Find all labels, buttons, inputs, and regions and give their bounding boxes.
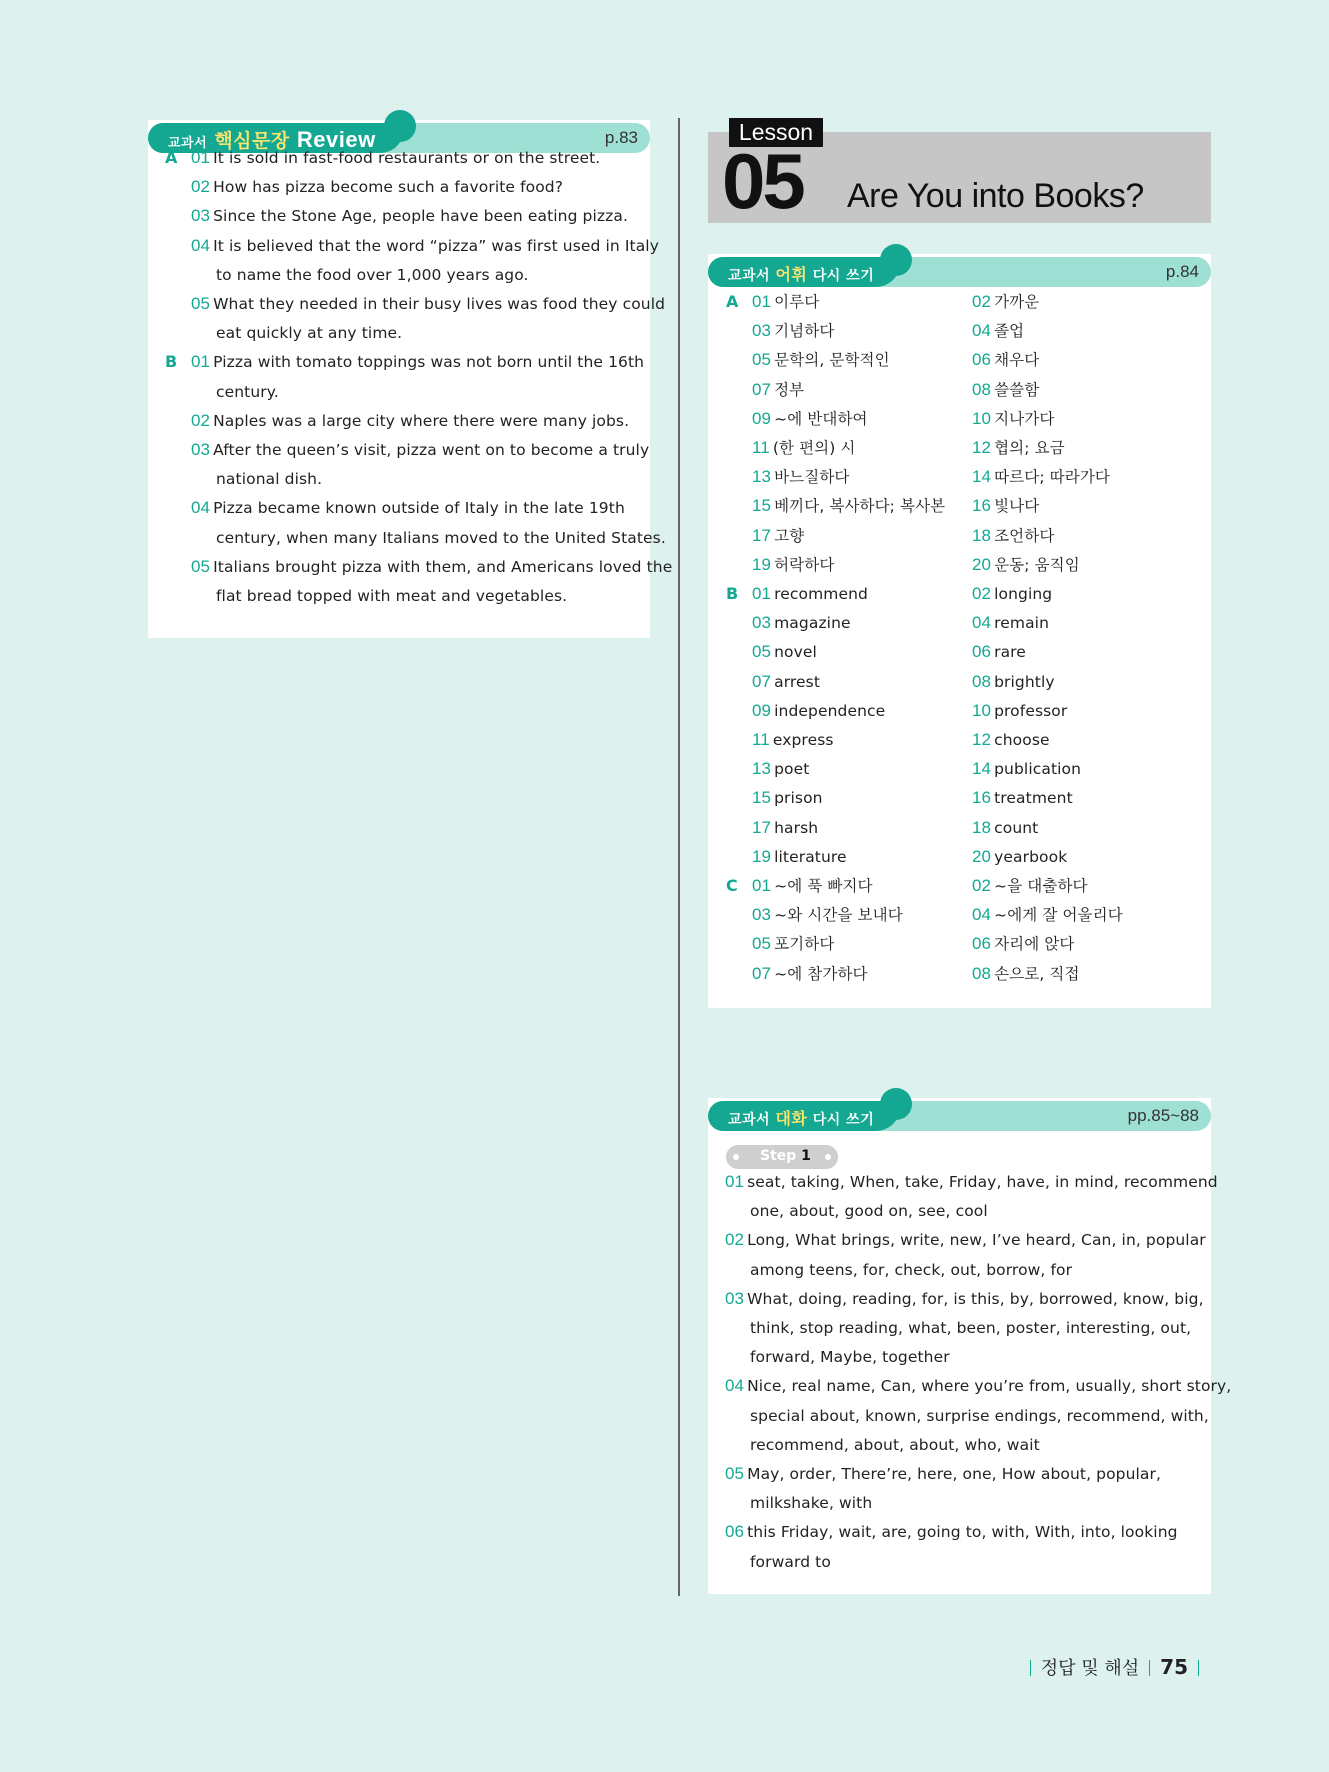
vocab-item — [972, 672, 1055, 692]
vocab-item-text: 고향 — [774, 526, 805, 545]
review-line — [191, 440, 649, 460]
dialog-item-number: 03 — [725, 1288, 745, 1308]
vocab-item — [752, 847, 847, 867]
vocab-item — [752, 759, 809, 779]
vocab-item-number: 12 — [972, 730, 992, 749]
vocab-item-text: ~와 시간을 보내다 — [774, 906, 903, 925]
review-header-strong: 핵심문장 — [214, 130, 290, 152]
vocab-item — [972, 380, 1039, 400]
review-item-number: 02 — [191, 177, 211, 197]
review-item-text: What they needed in their busy lives was food they could — [213, 295, 666, 313]
vocab-item-number: 05 — [752, 642, 772, 662]
review-header-small: 교과서 — [168, 136, 208, 151]
vocab-item-number: 04 — [972, 613, 992, 633]
review-line — [191, 498, 625, 518]
review-header-en: Review — [296, 127, 376, 152]
vocab-item — [752, 934, 834, 954]
vocab-item — [752, 321, 834, 341]
dialog-item-text: What, doing, reading, for, is this, by, borrowed, know, big, — [747, 1289, 1204, 1308]
vocab-item-number: 19 — [752, 846, 772, 866]
dialog-header-rest: 다시 쓰기 — [812, 1112, 875, 1128]
vocab-item-number: 04 — [972, 321, 992, 341]
review-item-text: Pizza with tomato toppings was not born until the 16th — [213, 353, 645, 372]
vocab-item — [972, 964, 1080, 984]
review-line — [191, 352, 644, 372]
dialog-item-number: 04 — [725, 1376, 745, 1396]
review-line — [191, 294, 665, 314]
dialog-item-text: among teens, for, check, out, borrow, for — [750, 1260, 1073, 1279]
dialog-header — [708, 1098, 1211, 1130]
vocab-item-text: 이루다 — [774, 293, 820, 311]
vocab-item-number: 08 — [972, 963, 992, 983]
vocab-item-text: choose — [994, 731, 1050, 749]
review-item-number: 02 — [191, 410, 211, 430]
vocab-item-text: 허락하다 — [774, 555, 835, 574]
vocab-item-text: 포기하다 — [774, 935, 835, 954]
vocab-item-text: 베끼다, 복사하다; 복사본 — [774, 497, 946, 516]
review-item-number: 05 — [191, 556, 211, 576]
vocab-item-text: 손으로, 직접 — [994, 964, 1080, 983]
review-section-label: A — [165, 148, 178, 167]
vocab-item-number: 01 — [752, 876, 772, 895]
vocab-item — [752, 350, 890, 370]
dialog-line — [725, 1172, 1218, 1192]
dialog-item-text: milkshake, with — [750, 1494, 873, 1513]
step-label: Step — [760, 1148, 797, 1164]
vocab-item — [972, 292, 1039, 312]
vocab-item-number: 16 — [972, 788, 992, 808]
vocab-item-number: 13 — [752, 467, 772, 487]
vocab-item — [972, 350, 1039, 370]
vocab-item-number: 16 — [972, 496, 992, 516]
vocab-item-number: 02 — [972, 876, 992, 895]
review-item-text: Pizza became known outside of Italy in the late 19th — [213, 499, 625, 518]
vocab-item — [752, 526, 804, 546]
dialog-line — [750, 1318, 1191, 1338]
vocab-item — [752, 730, 834, 750]
vocab-item-text: 문학의, 문학적인 — [774, 351, 890, 370]
vocab-item-number: 19 — [752, 554, 772, 574]
vocab-item-number: 04 — [972, 905, 992, 925]
vocab-item — [752, 701, 885, 721]
vocab-item-text: 채우다 — [994, 351, 1040, 370]
dialog-line — [750, 1347, 950, 1367]
vocab-header-strong: 어휘 — [775, 265, 808, 284]
vocab-item-number: 09 — [752, 408, 772, 428]
review-item-text: eat quickly at any time. — [216, 324, 403, 343]
review-item-text: century, when many Italians moved to the United States. — [216, 528, 666, 547]
vocab-section-label: A — [726, 292, 739, 311]
vocab-item — [972, 526, 1054, 546]
vocab-item-text: 빛나다 — [994, 497, 1040, 516]
dialog-item-text: seat, taking, When, take, Friday, have, in mind, recommend — [747, 1173, 1218, 1191]
review-item-text: It is believed that the word “pizza” was first used in Italy — [213, 236, 659, 255]
dialog-item-number: 01 — [725, 1172, 745, 1191]
dialog-line — [725, 1376, 1231, 1396]
vocab-item-number: 06 — [972, 934, 992, 954]
vocab-item-text: 지나가다 — [994, 409, 1055, 428]
lesson-number: 05 — [722, 137, 803, 225]
vocab-item — [972, 409, 1054, 429]
step-badge — [726, 1145, 838, 1169]
review-item-text: Since the Stone Age, people have been eating pizza. — [213, 207, 628, 226]
vocab-item-text: independence — [774, 701, 886, 720]
review-line — [191, 206, 628, 226]
review-line — [216, 586, 567, 606]
vocab-item — [972, 496, 1039, 516]
vocab-item-number: 03 — [752, 321, 772, 341]
vocab-item-text: 정부 — [774, 380, 805, 399]
vocab-item-text: 졸업 — [994, 322, 1025, 341]
vocab-item — [752, 584, 868, 604]
vocab-item-number: 14 — [972, 759, 992, 779]
review-item-text: How has pizza become such a favorite food? — [213, 178, 564, 197]
vocab-item-number: 14 — [972, 467, 992, 487]
vocab-item — [752, 409, 868, 429]
vocab-item-number: 20 — [972, 846, 992, 866]
review-line — [216, 382, 279, 402]
vocab-item-text: prison — [774, 789, 823, 808]
vocab-item-text: 바느질하다 — [774, 468, 850, 487]
vocab-item-number: 09 — [752, 700, 772, 720]
vocab-item — [752, 496, 945, 516]
dialog-line — [750, 1435, 1040, 1455]
vocab-item-text: novel — [774, 643, 817, 662]
vocab-item — [752, 380, 804, 400]
review-item-text: national dish. — [216, 470, 323, 489]
vocab-item-number: 20 — [972, 554, 992, 574]
vocab-header — [708, 254, 1211, 286]
review-line — [216, 265, 529, 285]
vocab-item-number: 13 — [752, 759, 772, 779]
vocab-item-number: 06 — [972, 642, 992, 662]
dialog-item-text: special about, known, surprise endings, recommend, with, — [750, 1406, 1209, 1425]
review-panel — [148, 120, 673, 638]
vocab-item — [752, 788, 823, 808]
vocab-item — [752, 672, 820, 692]
review-line — [191, 148, 600, 168]
review-item-text: flat bread topped with meat and vegetables. — [216, 587, 568, 605]
vocab-item — [972, 788, 1073, 808]
vocab-item-text: magazine — [774, 614, 851, 633]
step-number: 1 — [801, 1148, 811, 1164]
dialog-item-text: Nice, real name, Can, where you’re from, usually, short story, — [747, 1377, 1232, 1396]
dialog-header-small: 교과서 — [728, 1112, 771, 1128]
vocab-item-number: 08 — [972, 671, 992, 691]
review-item-number: 05 — [191, 294, 211, 313]
vocab-item-text: count — [994, 818, 1039, 837]
review-item-number: 01 — [191, 352, 211, 372]
vocab-item — [972, 613, 1049, 633]
review-line — [191, 236, 659, 256]
vocab-item-number: 03 — [752, 905, 772, 925]
vocab-item-text: brightly — [994, 672, 1055, 691]
vocab-item-number: 10 — [972, 700, 992, 720]
vocab-item-text: harsh — [774, 818, 819, 837]
vocab-item-text: treatment — [994, 789, 1073, 808]
review-item-text: to name the food over 1,000 years ago. — [216, 265, 529, 284]
vocab-item-text: yearbook — [994, 847, 1068, 866]
vocab-item-text: professor — [994, 701, 1068, 720]
vocab-item-number: 03 — [752, 613, 772, 633]
dialog-line — [725, 1230, 1206, 1250]
vocab-item — [752, 292, 819, 312]
review-item-number: 01 — [191, 148, 211, 167]
lesson-title: Are You into Books? — [847, 177, 1144, 215]
vocab-item-text: arrest — [774, 672, 821, 691]
vocab-item-text: poet — [774, 760, 810, 779]
review-line — [216, 528, 666, 548]
vocab-item-text: 쓸쓸함 — [994, 380, 1040, 399]
vocab-item — [972, 467, 1110, 487]
vocab-item — [752, 642, 817, 662]
vocab-item-number: 10 — [972, 408, 992, 428]
dialog-item-text: this Friday, wait, are, going to, with, With, into, looking — [747, 1523, 1178, 1542]
dialog-panel — [708, 1098, 1232, 1594]
vocab-item — [752, 467, 849, 487]
vocab-item — [972, 934, 1075, 954]
vocab-section-label: B — [726, 584, 739, 603]
vocab-item — [972, 584, 1052, 604]
vocab-item-text: ~에 반대하여 — [774, 409, 868, 428]
vocab-item — [972, 701, 1067, 721]
vocab-item-number: 07 — [752, 671, 772, 691]
lesson-tag: Lesson — [729, 118, 823, 147]
vocab-item — [972, 321, 1024, 341]
vocab-item — [752, 818, 818, 838]
vocab-item-text: 자리에 앉다 — [994, 935, 1075, 954]
vocab-item-text: 기념하다 — [774, 322, 835, 341]
vocab-item-number: 12 — [972, 438, 992, 457]
review-line — [191, 411, 629, 431]
dialog-item-number: 06 — [725, 1522, 745, 1542]
review-item-number: 03 — [191, 206, 211, 226]
review-item-number: 03 — [191, 440, 211, 459]
vocab-item — [972, 876, 1088, 896]
vocab-header-rest: 다시 쓰기 — [812, 268, 875, 284]
dialog-item-text: forward, Maybe, together — [750, 1348, 950, 1367]
dialog-page-ref: pp.85~88 — [1127, 1106, 1199, 1125]
vocab-section-label: C — [726, 876, 738, 895]
review-line — [216, 469, 322, 489]
review-item-number: 04 — [191, 498, 211, 518]
dialog-line — [725, 1464, 1161, 1484]
dialog-line — [725, 1522, 1178, 1542]
vocab-page-ref: p.84 — [1165, 262, 1199, 281]
dialog-line — [725, 1289, 1204, 1309]
vocab-item-text: ~에게 잘 어울리다 — [994, 906, 1123, 925]
vocab-item — [972, 438, 1065, 458]
page-footer — [1020, 1654, 1209, 1680]
review-item-text: Naples was a large city where there were many jobs. — [213, 411, 630, 430]
vocab-item-text: express — [772, 731, 834, 749]
vocab-item-number: 02 — [972, 292, 992, 311]
dialog-item-text: Long, What brings, write, new, I’ve heard, Can, in, popular — [747, 1231, 1206, 1250]
vocab-item-text: ~에 푹 빠지다 — [774, 877, 873, 895]
review-page-ref: p.83 — [604, 128, 638, 147]
vocab-item-text: ~에 참가하다 — [774, 964, 868, 983]
vocab-item-number: 11 — [752, 438, 770, 457]
dialog-line — [750, 1260, 1072, 1280]
footer-label: 정답 및 해설 — [1040, 1658, 1140, 1679]
vocab-item-text: 운동; 움직임 — [994, 555, 1080, 574]
vocab-item-text: literature — [774, 847, 847, 866]
dialog-line — [750, 1552, 831, 1572]
page-number: 75 — [1160, 1655, 1188, 1679]
dialog-line — [750, 1406, 1209, 1426]
vocab-item-text: 협의; 요금 — [994, 439, 1065, 457]
vocab-item-number: 01 — [752, 292, 772, 311]
vocab-item-number: 17 — [752, 525, 772, 545]
vocab-item-text: longing — [994, 585, 1053, 603]
vocab-item-text: ~을 대출하다 — [994, 877, 1088, 895]
vocab-header-small: 교과서 — [728, 268, 771, 284]
vocab-item-text: (한 편의) 시 — [772, 439, 856, 457]
review-item-text: century. — [216, 382, 279, 401]
vocab-item-text: publication — [994, 760, 1082, 779]
vocab-item — [972, 847, 1067, 867]
vocab-item-number: 07 — [752, 379, 772, 399]
review-item-text: Italians brought pizza with them, and Americans loved the — [213, 557, 673, 576]
vocab-item-number: 01 — [752, 584, 772, 603]
vocab-item — [972, 555, 1080, 575]
review-line — [191, 557, 672, 577]
vocab-item-number: 11 — [752, 730, 770, 749]
dialog-item-text: recommend, about, about, who, wait — [750, 1435, 1040, 1454]
vocab-item-number: 05 — [752, 350, 772, 370]
vocab-item-number: 05 — [752, 934, 772, 954]
dialog-item-text: forward to — [750, 1552, 831, 1571]
vocab-item — [752, 964, 868, 984]
vocab-item-text: recommend — [774, 585, 868, 603]
dialog-item-number: 02 — [725, 1230, 745, 1250]
vocab-item-number: 18 — [972, 525, 992, 545]
review-item-text: It is sold in fast-food restaurants or on the street. — [213, 149, 601, 167]
vocab-item-number: 02 — [972, 584, 992, 603]
review-item-text: After the queen’s visit, pizza went on to become a truly — [213, 441, 650, 459]
vocab-item-text: rare — [994, 643, 1026, 662]
review-section-label: B — [165, 352, 178, 372]
vocab-item — [972, 905, 1123, 925]
vocab-item-number: 18 — [972, 817, 992, 837]
dialog-header-strong: 대화 — [775, 1109, 808, 1128]
vocab-item-number: 15 — [752, 496, 772, 516]
vocab-item-number: 06 — [972, 350, 992, 370]
vocab-item-number: 17 — [752, 817, 772, 837]
vocab-item-number: 15 — [752, 788, 772, 808]
dialog-item-number: 05 — [725, 1464, 745, 1483]
dialog-item-text: think, stop reading, what, been, poster, interesting, out, — [750, 1319, 1192, 1337]
vocab-item — [752, 613, 851, 633]
vocab-item-text: 조언하다 — [994, 526, 1055, 545]
vocab-item-text: 가까운 — [994, 293, 1040, 311]
dialog-item-text: May, order, There’re, here, one, How about, popular, — [747, 1465, 1162, 1483]
dialog-line — [750, 1493, 872, 1513]
review-item-number: 04 — [191, 235, 211, 255]
review-line — [191, 177, 563, 197]
vocab-item — [972, 818, 1038, 838]
vocab-item-number: 07 — [752, 963, 772, 983]
vocab-item — [972, 730, 1050, 750]
vocab-item — [752, 438, 856, 458]
column-divider — [678, 118, 680, 1596]
review-line — [216, 323, 402, 343]
vocab-item-text: 따르다; 따라가다 — [994, 468, 1110, 487]
vocab-item — [972, 642, 1026, 662]
vocab-item — [752, 876, 873, 896]
dialog-line — [750, 1201, 988, 1221]
dialog-item-text: one, about, good on, see, cool — [750, 1202, 988, 1221]
vocab-item-text: remain — [994, 614, 1050, 633]
vocab-item — [752, 555, 834, 575]
vocab-item — [972, 759, 1081, 779]
vocab-item — [752, 905, 903, 925]
vocab-panel — [708, 254, 1211, 1008]
vocab-item-number: 08 — [972, 379, 992, 399]
